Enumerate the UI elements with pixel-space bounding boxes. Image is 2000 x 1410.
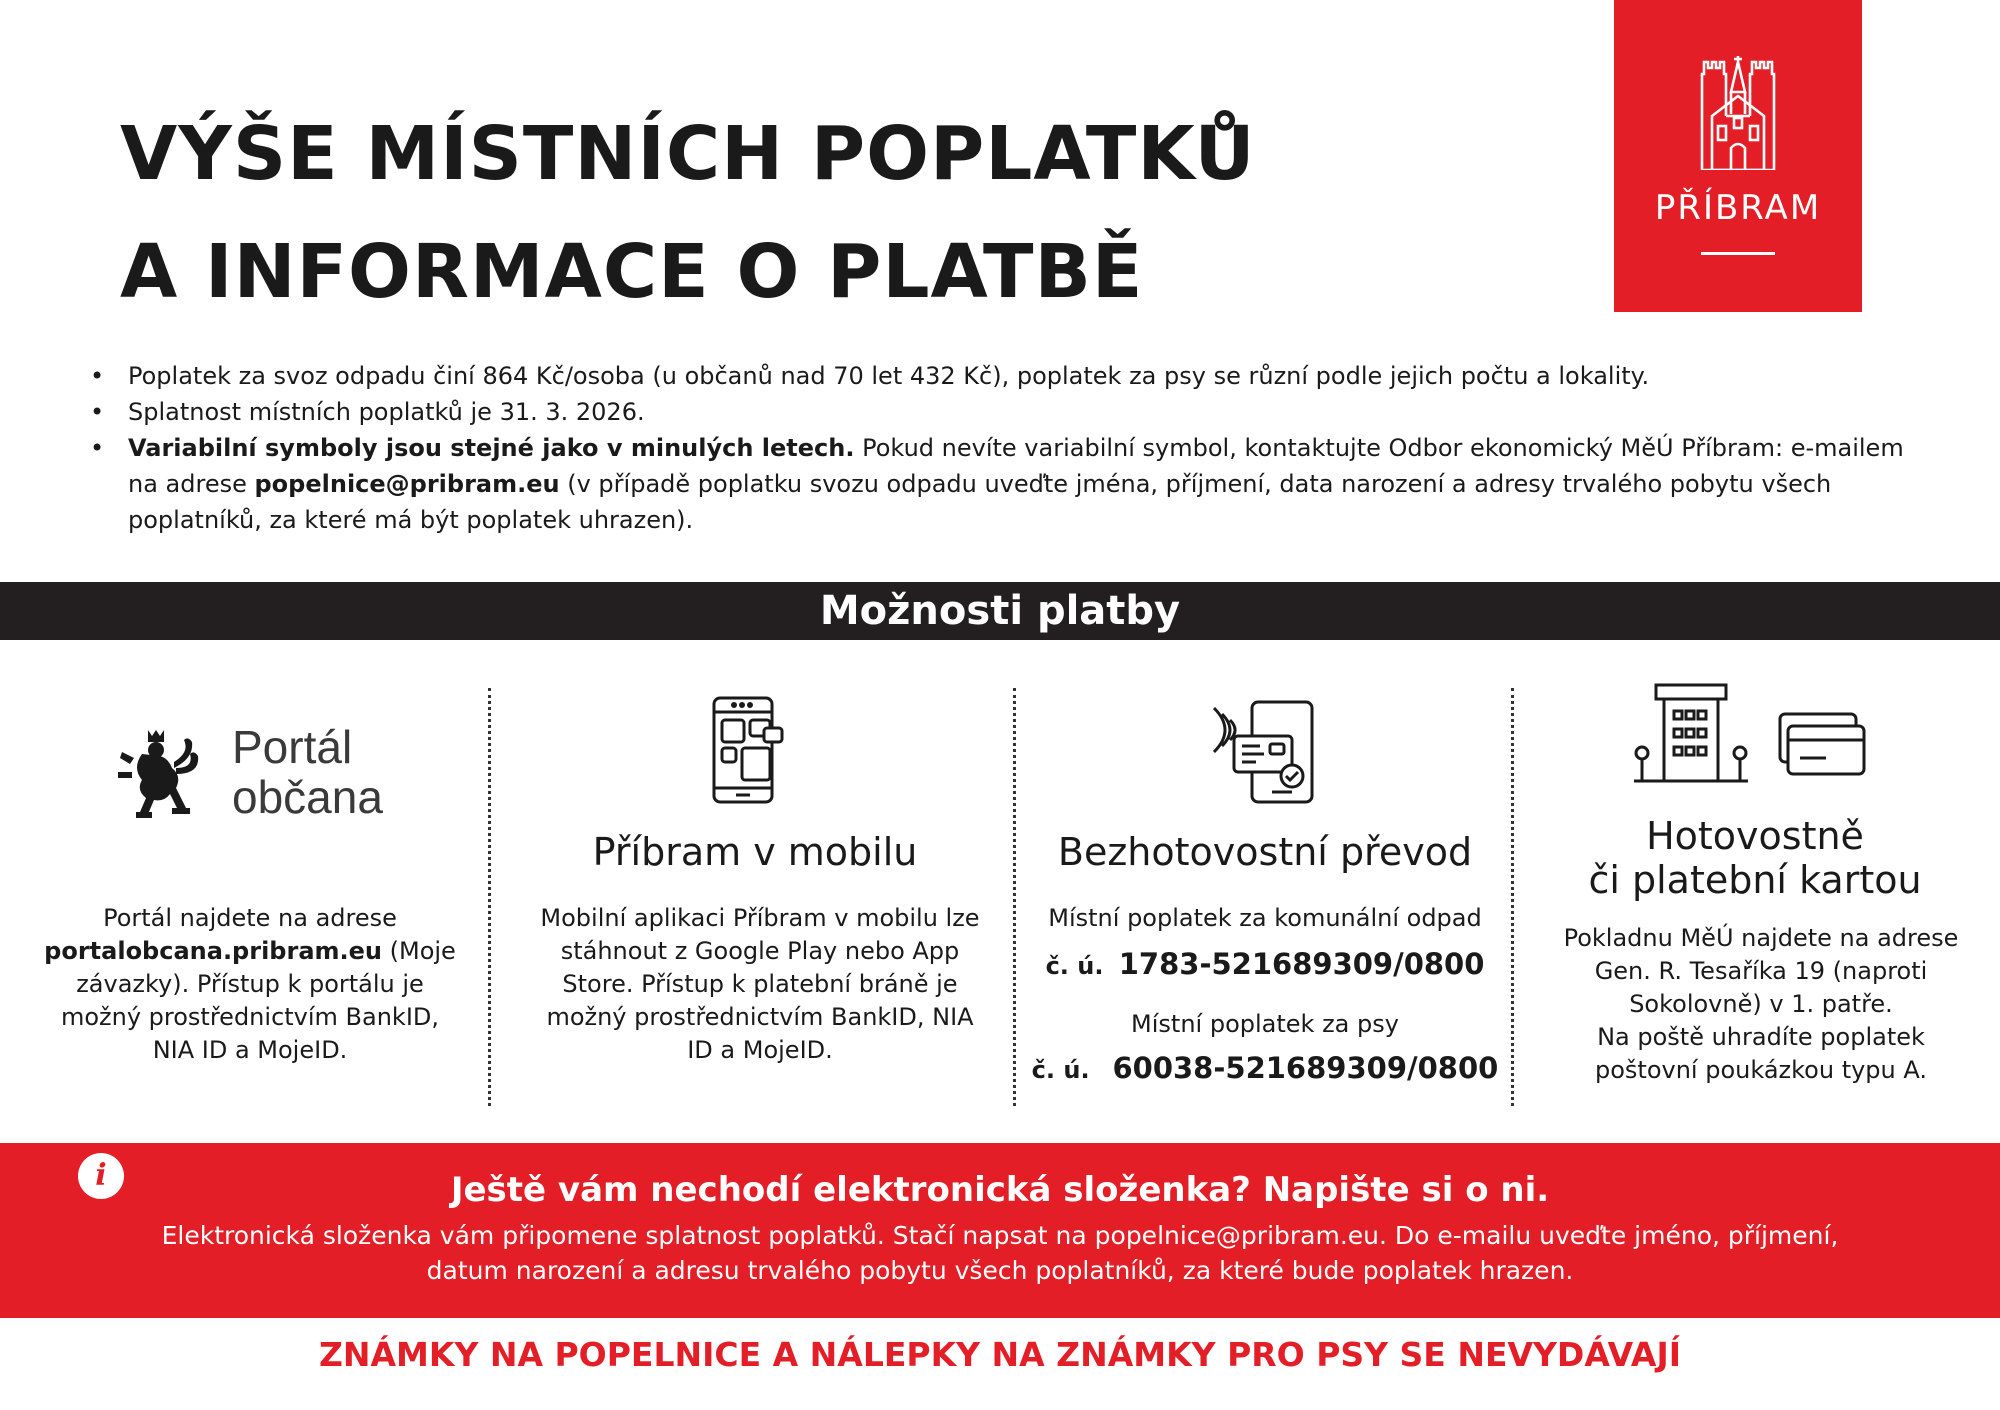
transfer-title: Bezhotovostní převod bbox=[1057, 830, 1473, 874]
cash-title bbox=[1530, 814, 1980, 902]
page-title bbox=[120, 95, 1520, 331]
contact-email-link[interactable]: popelnice@pribram.eu bbox=[254, 470, 560, 498]
portal-text-access: (Moje závazky). Přístup k portálu je možný prostřednictvím BankID, NIA ID a MojeID. bbox=[60, 937, 456, 1064]
column-divider bbox=[1511, 688, 1514, 1106]
bullet-text-fees: Poplatek za svoz odpadu činí 864 Kč/osoba (u občanů nad 70 let 432 Kč), poplatek za psy se různí podle jejich počtu a lokality. bbox=[128, 362, 1650, 390]
bullet-text-contact: Pokud nevíte variabilní symbol, kontaktujte Odbor ekonomický MěÚ Příbram: e-mailem na adrese bbox=[128, 434, 1904, 498]
phone-card-payment-icon bbox=[1212, 698, 1324, 806]
mobile-app-title: Příbram v mobilu bbox=[592, 830, 918, 874]
transfer-dog-account bbox=[1020, 1048, 1510, 1088]
transfer-waste-account bbox=[1020, 944, 1510, 984]
office-building-icon bbox=[1634, 683, 1748, 783]
list-item bbox=[90, 358, 1930, 394]
page-title-line1: VÝŠE MÍSTNÍCH POPLATKŮ bbox=[120, 111, 1256, 197]
pribram-city-castle-icon bbox=[1698, 56, 1778, 170]
portal-obcana-label bbox=[232, 722, 383, 822]
bullet-text-contact-details: (v případě poplatku svozu odpadu uveďte jména, příjmení, data narození a adresy trvalého pobytu všech poplatníků, za které má být poplatek uhrazen). bbox=[128, 470, 1832, 534]
page-title-line2: A INFORMACE O PLATBĚ bbox=[120, 229, 1144, 315]
bullet-text-due-date: Splatnost místních poplatků je 31. 3. 2026. bbox=[128, 398, 645, 426]
column-divider bbox=[488, 688, 491, 1106]
logo-underline bbox=[1701, 252, 1775, 255]
list-item bbox=[90, 394, 1930, 430]
column-divider bbox=[1013, 688, 1016, 1106]
account-prefix: č. ú. bbox=[1045, 952, 1104, 980]
portal-text-intro: Portál najdete na adrese bbox=[103, 904, 397, 932]
cash-title-line1: Hotovostně bbox=[1646, 814, 1864, 858]
cash-office-address: Pokladnu MěÚ najdete na adrese Gen. R. Tesaříka 19 (naproti Sokolovně) v 1. patře. bbox=[1563, 924, 1959, 1018]
portal-label-line2: občana bbox=[232, 771, 383, 823]
transfer-dog-fee-label: Místní poplatek za psy bbox=[1131, 1010, 1399, 1038]
payment-options-header: Možnosti platby bbox=[0, 582, 2000, 640]
credit-card-icon bbox=[1778, 712, 1866, 778]
notice-text: Elektronická složenka vám připomene splatnost poplatků. Stačí napsat na popelnice@pribram.eu. Do e-mailu uveďte jméno, příjmení, datum narození a adresu trvalého pobytu všech poplatníků, za které bude poplatek hrazen. bbox=[161, 1221, 1839, 1285]
fee-info-list bbox=[90, 358, 1930, 538]
cash-description bbox=[1546, 922, 1976, 1087]
portal-label-line1: Portál bbox=[232, 721, 353, 773]
portal-link[interactable]: portalobcana.pribram.eu bbox=[44, 937, 382, 965]
account-prefix: č. ú. bbox=[1031, 1056, 1090, 1084]
dog-account-number: 60038-521689309/0800 bbox=[1112, 1051, 1499, 1085]
czech-lion-emblem-icon bbox=[112, 728, 202, 824]
cash-title-line2: či platební kartou bbox=[1588, 858, 1922, 902]
pribram-logo bbox=[1614, 0, 1862, 312]
footer-notice: ZNÁMKY NA POPELNICE A NÁLEPKY NA ZNÁMKY PRO PSY SE NEVYDÁVAJÍ bbox=[318, 1335, 1682, 1374]
cash-post-office-info: Na poště uhradíte poplatek poštovní poukázkou typu A. bbox=[1594, 1023, 1927, 1084]
waste-account-number: 1783-521689309/0800 bbox=[1118, 947, 1485, 981]
mobile-app-description: Mobilní aplikaci Příbram v mobilu lze stáhnout z Google Play nebo App Store. Přístup k platební bráně je možný prostřednictvím BankID, NIA ID a MojeID. bbox=[540, 904, 980, 1064]
logo-text: PŘÍBRAM bbox=[1654, 188, 1822, 228]
portal-description bbox=[40, 902, 460, 1067]
smartphone-apps-icon bbox=[712, 696, 784, 806]
bullet-text-variable-symbols: Variabilní symboly jsou stejné jako v minulých letech. bbox=[128, 434, 855, 462]
transfer-waste-fee-label: Místní poplatek za komunální odpad bbox=[1048, 904, 1482, 932]
notice-title: Ještě vám nechodí elektronická složenka? Napište si o ni. bbox=[450, 1170, 1550, 1210]
info-icon: i bbox=[78, 1153, 124, 1199]
list-item bbox=[90, 430, 1930, 538]
